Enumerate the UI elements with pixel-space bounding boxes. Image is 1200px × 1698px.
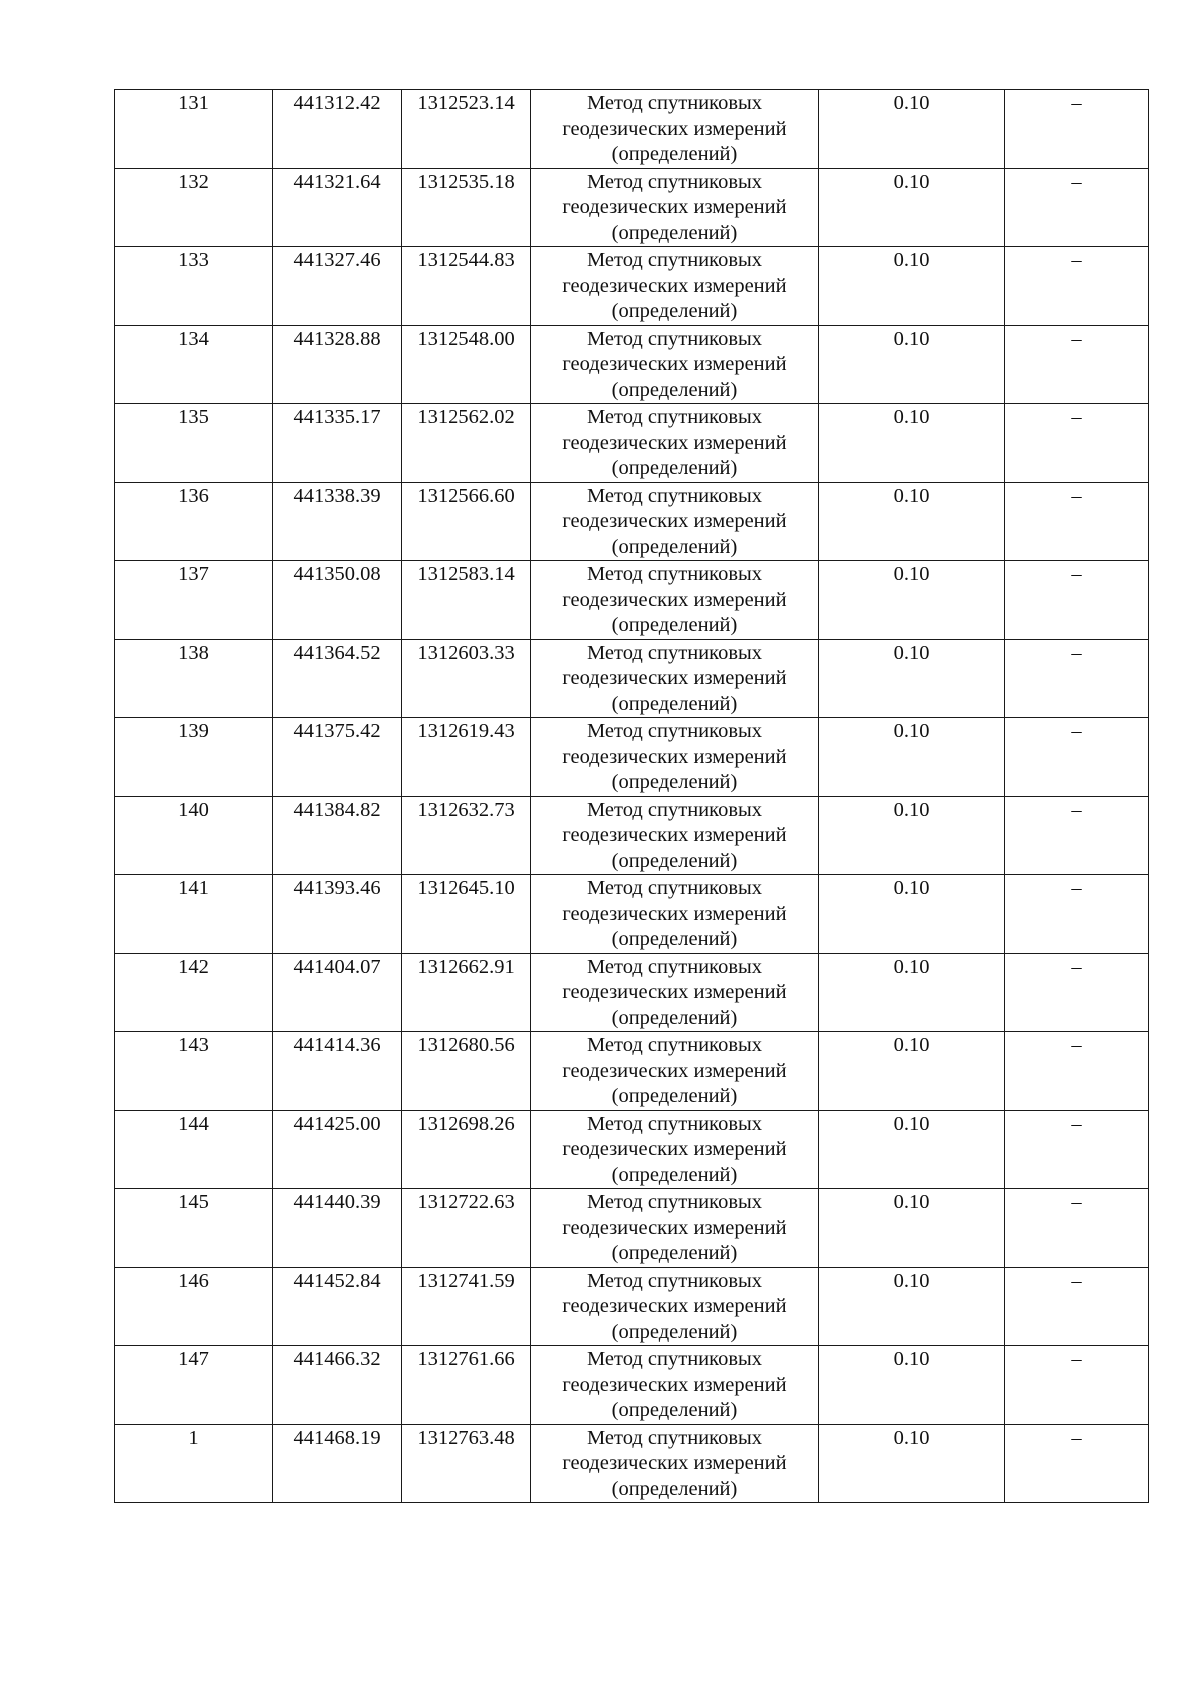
method-line-2: геодезических измерений: [562, 1452, 787, 1474]
method-cell: [531, 639, 819, 718]
table-row: [115, 953, 1149, 1032]
x-coordinate-cell: 441440.39: [273, 1189, 402, 1268]
method-line-1: Метод спутниковых: [586, 641, 763, 664]
y-coordinate-cell: 1312566.60: [402, 482, 531, 561]
method-cell: [531, 1267, 819, 1346]
accuracy-cell: 0.10: [819, 1032, 1005, 1111]
method-line-1: Метод спутниковых: [586, 955, 763, 978]
method-cell: [531, 561, 819, 640]
y-coordinate-cell: 1312680.56: [402, 1032, 531, 1111]
accuracy-cell: 0.10: [819, 1267, 1005, 1346]
point-number-cell: 141: [115, 875, 273, 954]
x-coordinate-cell: 441375.42: [273, 718, 402, 797]
method-line-3: (определений): [611, 1085, 738, 1107]
method-line-1: Метод спутниковых: [586, 1426, 763, 1449]
accuracy-cell: 0.10: [819, 718, 1005, 797]
x-coordinate-cell: 441364.52: [273, 639, 402, 718]
method-line-2: геодезических измерений: [562, 667, 787, 689]
x-coordinate-cell: 441468.19: [273, 1424, 402, 1503]
y-coordinate-cell: 1312535.18: [402, 168, 531, 247]
table-row: [115, 796, 1149, 875]
method-line-1: Метод спутниковых: [586, 1191, 763, 1213]
x-coordinate-cell: 441404.07: [273, 953, 402, 1032]
accuracy-cell: 0.10: [819, 561, 1005, 640]
x-coordinate-cell: 441350.08: [273, 561, 402, 640]
method-line-3: (определений): [611, 300, 738, 322]
method-line-2: геодезических измерений: [562, 353, 787, 375]
method-line-3: (определений): [611, 614, 738, 636]
x-coordinate-cell: 441338.39: [273, 482, 402, 561]
method-line-3: (определений): [611, 849, 738, 872]
point-number-cell: 134: [115, 325, 273, 404]
method-line-1: Метод спутниковых: [586, 798, 763, 821]
y-coordinate-cell: 1312632.73: [402, 796, 531, 875]
accuracy-cell: 0.10: [819, 639, 1005, 718]
method-cell: [531, 404, 819, 483]
method-line-2: геодезических измерений: [562, 431, 787, 454]
y-coordinate-cell: 1312523.14: [402, 90, 531, 169]
method-line-3: (определений): [611, 143, 738, 165]
table-row: [115, 1424, 1149, 1503]
method-cell: [531, 1110, 819, 1189]
x-coordinate-cell: 441452.84: [273, 1267, 402, 1346]
table-row: [115, 168, 1149, 247]
x-coordinate-cell: 441321.64: [273, 168, 402, 247]
note-cell: –: [1005, 482, 1149, 561]
accuracy-cell: 0.10: [819, 875, 1005, 954]
method-line-2: геодезических измерений: [562, 510, 787, 532]
y-coordinate-cell: 1312741.59: [402, 1267, 531, 1346]
table-row: [115, 482, 1149, 561]
method-cell: [531, 796, 819, 875]
accuracy-cell: 0.10: [819, 1189, 1005, 1268]
method-line-3: (определений): [611, 1006, 738, 1029]
point-number-cell: 147: [115, 1346, 273, 1425]
note-cell: –: [1005, 875, 1149, 954]
method-line-1: Метод спутниковых: [586, 170, 763, 193]
point-number-cell: 131: [115, 90, 273, 169]
method-cell: [531, 247, 819, 326]
method-cell: [531, 482, 819, 561]
table-row: [115, 1110, 1149, 1189]
x-coordinate-cell: 441425.00: [273, 1110, 402, 1189]
table-row: [115, 1032, 1149, 1111]
coordinates-table: [114, 89, 1149, 1503]
method-line-3: (определений): [611, 535, 738, 558]
method-line-1: Метод спутниковых: [586, 249, 763, 271]
y-coordinate-cell: 1312544.83: [402, 247, 531, 326]
accuracy-cell: 0.10: [819, 90, 1005, 169]
table-row: [115, 247, 1149, 326]
point-number-cell: 133: [115, 247, 273, 326]
method-cell: [531, 1346, 819, 1425]
method-line-2: геодезических измерений: [562, 274, 787, 297]
method-line-1: Метод спутниковых: [586, 877, 763, 899]
method-line-3: (определений): [611, 1242, 738, 1264]
table-row: [115, 1346, 1149, 1425]
y-coordinate-cell: 1312662.91: [402, 953, 531, 1032]
accuracy-cell: 0.10: [819, 1110, 1005, 1189]
y-coordinate-cell: 1312698.26: [402, 1110, 531, 1189]
point-number-cell: 1: [115, 1424, 273, 1503]
coordinates-table-body: [115, 90, 1149, 1503]
method-line-2: геодезических измерений: [562, 196, 787, 218]
method-line-2: геодезических измерений: [562, 981, 787, 1003]
x-coordinate-cell: 441327.46: [273, 247, 402, 326]
method-line-3: (определений): [611, 1320, 738, 1343]
y-coordinate-cell: 1312603.33: [402, 639, 531, 718]
x-coordinate-cell: 441312.42: [273, 90, 402, 169]
point-number-cell: 142: [115, 953, 273, 1032]
point-number-cell: 143: [115, 1032, 273, 1111]
y-coordinate-cell: 1312619.43: [402, 718, 531, 797]
method-line-2: геодезических измерений: [562, 745, 787, 768]
method-line-2: геодезических измерений: [562, 824, 787, 846]
method-line-2: геодезических измерений: [562, 1295, 787, 1317]
point-number-cell: 132: [115, 168, 273, 247]
method-cell: [531, 1189, 819, 1268]
method-line-1: Метод спутниковых: [586, 1034, 763, 1056]
x-coordinate-cell: 441466.32: [273, 1346, 402, 1425]
y-coordinate-cell: 1312763.48: [402, 1424, 531, 1503]
method-cell: [531, 1032, 819, 1111]
note-cell: –: [1005, 796, 1149, 875]
accuracy-cell: 0.10: [819, 482, 1005, 561]
note-cell: –: [1005, 325, 1149, 404]
method-line-1: Метод спутниковых: [586, 406, 763, 428]
table-row: [115, 1189, 1149, 1268]
method-line-1: Метод спутниковых: [586, 1348, 763, 1370]
method-cell: [531, 953, 819, 1032]
note-cell: –: [1005, 718, 1149, 797]
y-coordinate-cell: 1312761.66: [402, 1346, 531, 1425]
table-row: [115, 639, 1149, 718]
accuracy-cell: 0.10: [819, 247, 1005, 326]
method-line-3: (определений): [611, 771, 738, 793]
note-cell: –: [1005, 247, 1149, 326]
x-coordinate-cell: 441414.36: [273, 1032, 402, 1111]
note-cell: –: [1005, 404, 1149, 483]
note-cell: –: [1005, 639, 1149, 718]
method-line-2: геодезических измерений: [562, 588, 787, 611]
method-line-2: геодезических измерений: [562, 1059, 787, 1082]
y-coordinate-cell: 1312722.63: [402, 1189, 531, 1268]
method-line-3: (определений): [611, 1477, 738, 1500]
accuracy-cell: 0.10: [819, 1424, 1005, 1503]
point-number-cell: 144: [115, 1110, 273, 1189]
accuracy-cell: 0.10: [819, 953, 1005, 1032]
note-cell: –: [1005, 561, 1149, 640]
table-row: [115, 325, 1149, 404]
note-cell: –: [1005, 90, 1149, 169]
table-row: [115, 875, 1149, 954]
method-line-1: Метод спутниковых: [586, 92, 763, 114]
method-line-3: (определений): [611, 1399, 738, 1421]
accuracy-cell: 0.10: [819, 168, 1005, 247]
point-number-cell: 140: [115, 796, 273, 875]
method-cell: [531, 875, 819, 954]
method-cell: [531, 325, 819, 404]
point-number-cell: 136: [115, 482, 273, 561]
method-line-2: геодезических измерений: [562, 1138, 787, 1160]
y-coordinate-cell: 1312548.00: [402, 325, 531, 404]
method-line-3: (определений): [611, 457, 738, 479]
accuracy-cell: 0.10: [819, 1346, 1005, 1425]
y-coordinate-cell: 1312562.02: [402, 404, 531, 483]
method-line-3: (определений): [611, 928, 738, 950]
note-cell: –: [1005, 953, 1149, 1032]
accuracy-cell: 0.10: [819, 796, 1005, 875]
point-number-cell: 137: [115, 561, 273, 640]
point-number-cell: 146: [115, 1267, 273, 1346]
table-row: [115, 1267, 1149, 1346]
y-coordinate-cell: 1312645.10: [402, 875, 531, 954]
method-line-2: геодезических измерений: [562, 117, 787, 140]
note-cell: –: [1005, 1424, 1149, 1503]
method-line-1: Метод спутниковых: [586, 563, 763, 585]
method-cell: [531, 168, 819, 247]
method-cell: [531, 718, 819, 797]
method-cell: [531, 90, 819, 169]
accuracy-cell: 0.10: [819, 325, 1005, 404]
accuracy-cell: 0.10: [819, 404, 1005, 483]
table-row: [115, 718, 1149, 797]
x-coordinate-cell: 441393.46: [273, 875, 402, 954]
method-line-3: (определений): [611, 378, 738, 401]
note-cell: –: [1005, 1346, 1149, 1425]
method-line-3: (определений): [611, 1163, 738, 1186]
method-line-3: (определений): [611, 221, 738, 244]
note-cell: –: [1005, 1267, 1149, 1346]
table-row: [115, 561, 1149, 640]
method-line-1: Метод спутниковых: [586, 484, 763, 507]
table-row: [115, 404, 1149, 483]
note-cell: –: [1005, 168, 1149, 247]
note-cell: –: [1005, 1110, 1149, 1189]
method-line-2: геодезических измерений: [562, 1216, 787, 1239]
method-line-1: Метод спутниковых: [586, 1112, 763, 1135]
x-coordinate-cell: 441384.82: [273, 796, 402, 875]
point-number-cell: 138: [115, 639, 273, 718]
method-line-2: геодезических измерений: [562, 902, 787, 925]
method-line-1: Метод спутниковых: [586, 1269, 763, 1292]
method-line-1: Метод спутниковых: [586, 327, 763, 350]
method-line-2: геодезических измерений: [562, 1373, 787, 1396]
note-cell: –: [1005, 1189, 1149, 1268]
point-number-cell: 139: [115, 718, 273, 797]
method-cell: [531, 1424, 819, 1503]
table-row: [115, 90, 1149, 169]
point-number-cell: 135: [115, 404, 273, 483]
note-cell: –: [1005, 1032, 1149, 1111]
method-line-1: Метод спутниковых: [586, 720, 763, 742]
method-line-3: (определений): [611, 692, 738, 715]
y-coordinate-cell: 1312583.14: [402, 561, 531, 640]
point-number-cell: 145: [115, 1189, 273, 1268]
x-coordinate-cell: 441328.88: [273, 325, 402, 404]
x-coordinate-cell: 441335.17: [273, 404, 402, 483]
